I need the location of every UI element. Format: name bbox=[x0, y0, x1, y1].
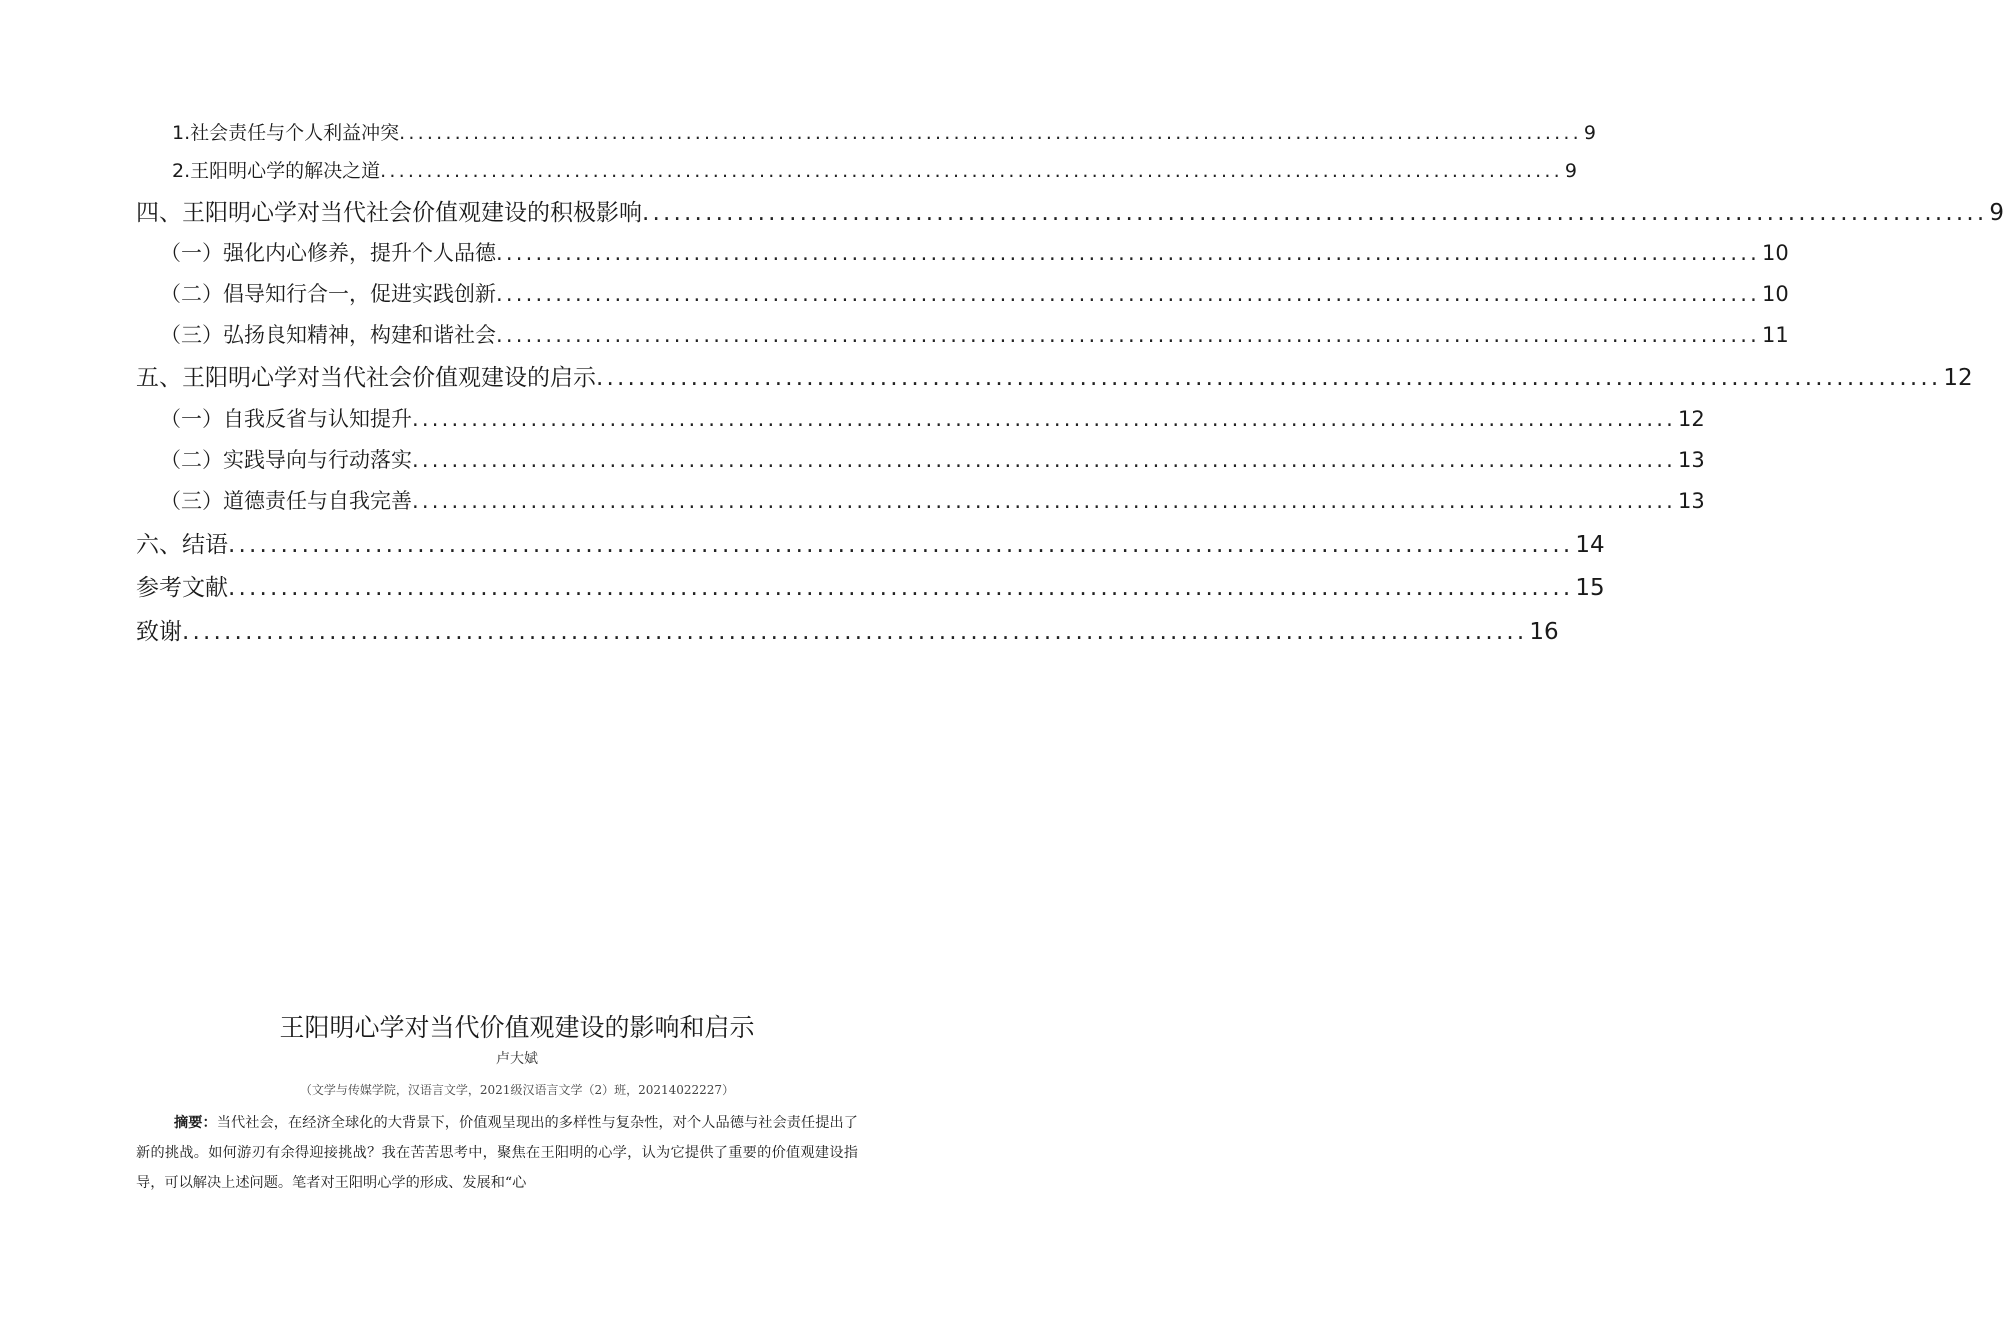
toc-leader-dots: ................................................................................................................................ bbox=[642, 200, 1988, 226]
toc-entry[interactable] bbox=[160, 278, 1789, 306]
toc-leader-dots: ................................................................................................................................ bbox=[228, 575, 1574, 601]
toc-entry[interactable] bbox=[136, 194, 2004, 226]
toc-entry-title: （三）弘扬良知精神，构建和谐社会 bbox=[160, 323, 496, 347]
toc-entry-title: （三）道德责任与自我完善 bbox=[160, 489, 412, 513]
abstract-label: 摘要： bbox=[174, 1115, 217, 1131]
toc-entry-page: 12 bbox=[1943, 365, 1973, 391]
toc-entry-page: 9 bbox=[1583, 122, 1596, 144]
toc-leader-dots: ................................................................................................................................ bbox=[412, 489, 1677, 513]
toc-entry[interactable] bbox=[136, 359, 1973, 391]
toc-entry[interactable] bbox=[136, 569, 1605, 601]
toc-leader-dots: ................................................................................................................................ bbox=[412, 448, 1677, 472]
toc-entry[interactable] bbox=[160, 403, 1705, 431]
abstract-text: 当代社会，在经济全球化的大背景下，价值观呈现出的多样性与复杂性，对个人品德与社会责任提出了新的挑战。如何游刃有余得迎接挑战？我在苦苦思考中，聚焦在王阳明的心学，认为它提供了重要的价值观建设指导，可以解决上述问题。笔者对王阳明心学的形成、发展和“心 bbox=[136, 1115, 858, 1191]
toc-leader-dots: ................................................................................................................................ bbox=[496, 323, 1761, 347]
toc-entry[interactable] bbox=[160, 444, 1705, 472]
toc-entry[interactable] bbox=[160, 319, 1789, 347]
abstract-paragraph bbox=[136, 1108, 858, 1198]
toc-entry-title: （一）强化内心修养，提升个人品德 bbox=[160, 241, 496, 265]
toc-entry-title: 1.社会责任与个人利益冲突 bbox=[172, 122, 400, 144]
toc-entry-page: 13 bbox=[1678, 448, 1705, 472]
toc-entry-page: 10 bbox=[1762, 241, 1789, 265]
toc-entry-title: （二）倡导知行合一，促进实践创新 bbox=[160, 282, 496, 306]
toc-entry-page: 9 bbox=[1989, 200, 2004, 226]
toc-entry-page: 12 bbox=[1678, 407, 1705, 431]
toc-entry-title: 致谢 bbox=[136, 619, 182, 645]
toc-entry-title: 参考文献 bbox=[136, 575, 228, 601]
toc-entry-title: 四、王阳明心学对当代社会价值观建设的积极影响 bbox=[136, 200, 642, 226]
toc-entry-title: （二）实践导向与行动落实 bbox=[160, 448, 412, 472]
toc-entry-title: 六、结语 bbox=[136, 532, 228, 558]
toc-leader-dots: ................................................................................................................................ bbox=[228, 532, 1574, 558]
toc-leader-dots: ................................................................................................................................ bbox=[496, 282, 1761, 306]
toc-leader-dots: ................................................................................................................................ bbox=[380, 160, 1563, 182]
toc-entry[interactable] bbox=[136, 526, 1605, 558]
toc-entry[interactable] bbox=[172, 118, 1596, 144]
toc-entry[interactable] bbox=[160, 237, 1789, 265]
toc-entry-title: 2.王阳明心学的解决之道 bbox=[172, 160, 381, 182]
toc-leader-dots: ................................................................................................................................ bbox=[596, 365, 1942, 391]
paper-author: 卢大娬 bbox=[496, 1051, 538, 1067]
toc-entry[interactable] bbox=[172, 156, 1577, 182]
toc-entry[interactable] bbox=[136, 613, 1559, 645]
toc-leader-dots: ................................................................................................................................ bbox=[412, 407, 1677, 431]
paper-title: 王阳明心学对当代价值观建设的影响和启示 bbox=[279, 1013, 755, 1042]
toc-entry-page: 16 bbox=[1529, 619, 1559, 645]
toc-entry[interactable] bbox=[160, 485, 1705, 513]
toc-entry-page: 10 bbox=[1762, 282, 1789, 306]
toc-entry-page: 14 bbox=[1575, 532, 1605, 558]
toc-entry-page: 9 bbox=[1564, 160, 1577, 182]
toc-entry-page: 11 bbox=[1762, 323, 1789, 347]
toc-entry-page: 15 bbox=[1575, 575, 1605, 601]
toc-leader-dots: ................................................................................................................................ bbox=[182, 619, 1528, 645]
toc-leader-dots: ................................................................................................................................ bbox=[496, 241, 1761, 265]
toc-entry-page: 13 bbox=[1678, 489, 1705, 513]
toc-entry-title: （一）自我反省与认知提升 bbox=[160, 407, 412, 431]
paper-affiliation: （文学与传媒学院，汉语言文学，2021级汉语言文学（2）班，20214022227） bbox=[299, 1083, 735, 1097]
toc-leader-dots: ................................................................................................................................ bbox=[399, 122, 1582, 144]
toc-entry-title: 五、王阳明心学对当代社会价值观建设的启示 bbox=[136, 365, 596, 391]
